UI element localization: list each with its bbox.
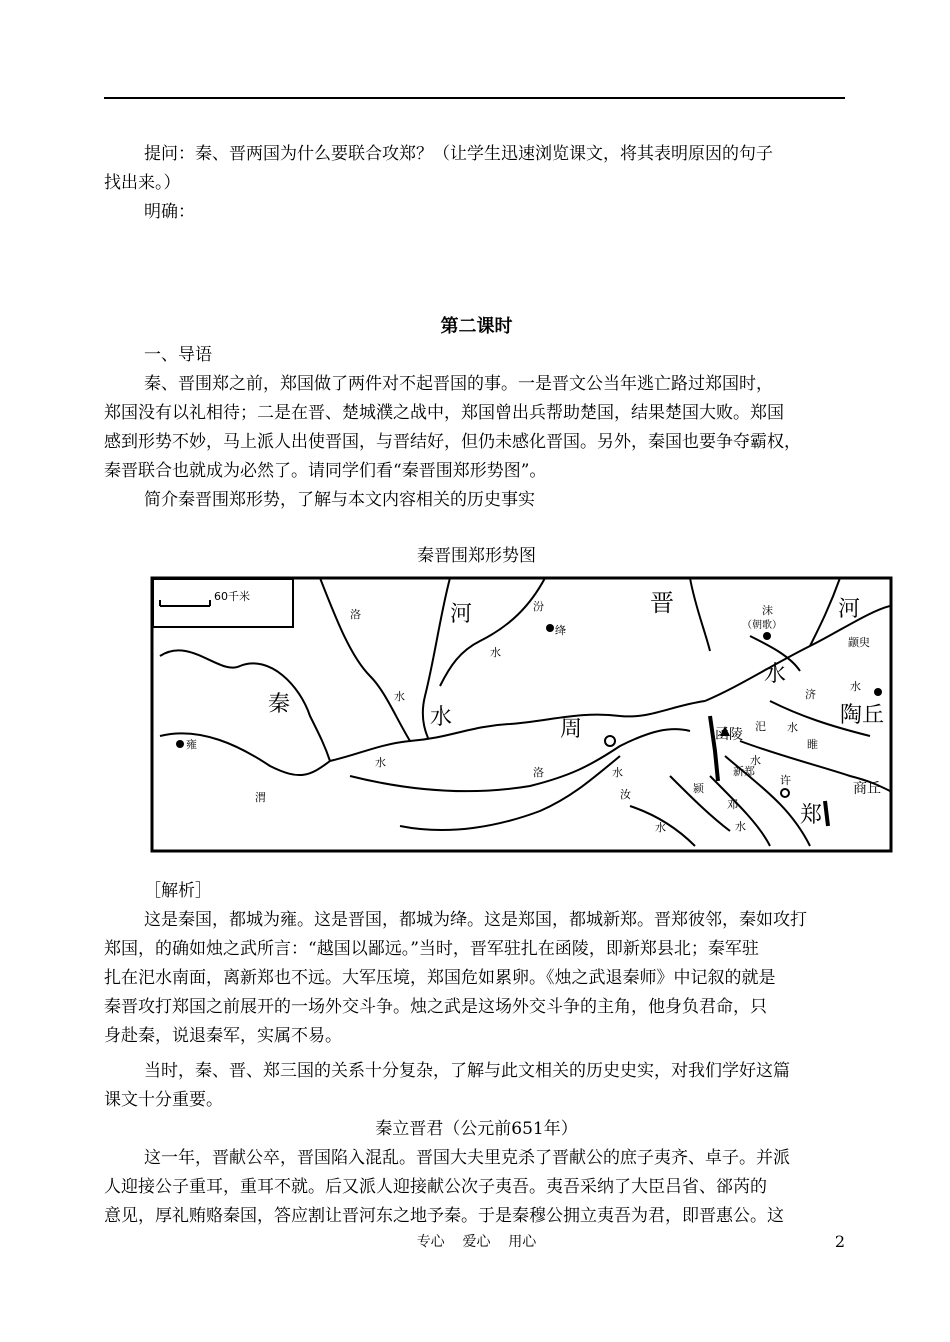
- label-xu: 许: [780, 774, 791, 787]
- analysis-line-3: 扎在汜水南面，离新郑也不远。大军压境，郑国危如累卵。《烛之武退秦师》中记叙的就是: [104, 968, 776, 988]
- label-si: 汜: [755, 720, 766, 733]
- clarify-label: 明确：: [144, 202, 195, 222]
- label-he-right: 河: [838, 597, 861, 622]
- label-ru: 汝: [620, 788, 631, 801]
- intro-line-1: 秦、晋围郑之前，郑国做了两件对不起晋国的事。一是晋文公当年逃亡路过郑国时，: [144, 374, 773, 394]
- label-shui-b: 水: [394, 690, 405, 703]
- label-shui-a: 水: [490, 646, 501, 659]
- intro-line-3: 感到形势不妙，马上派人出使晋国，与晋结好，但仍未感化晋国。另外，秦国也要争夺霸权，: [104, 432, 801, 452]
- historical-map: [150, 576, 893, 853]
- label-shui-c: 水: [375, 756, 386, 769]
- label-sui: 睢: [807, 738, 818, 751]
- intro-line-2: 郑国没有以礼相待；二是在晋、楚城濮之战中，郑国曾出兵帮助楚国，结果楚国大败。郑国: [104, 403, 784, 423]
- label-qin: 秦: [268, 692, 291, 717]
- question-line-1: 提问：秦、晋两国为什么要联合攻郑？（让学生迅速浏览课文，将其表明原因的句子: [144, 144, 773, 164]
- analysis-line-1: 这是秦国，都城为雍。这是晋国，都城为绛。这是郑国，都城新郑。晋郑彼邻，秦如攻打: [144, 910, 807, 930]
- label-shui-h: 水: [787, 721, 798, 734]
- analysis-line-4: 秦晋攻打郑国之前展开的一场外交斗争。烛之武是这场外交斗争的主角，他身负君命，只: [104, 997, 767, 1017]
- label-wei: 渭: [255, 791, 266, 804]
- scale-label: 60千米: [214, 590, 250, 603]
- page-number: 2: [834, 1232, 845, 1251]
- label-taoqiu: 陶丘: [840, 703, 885, 728]
- label-shangqiu: 商丘: [853, 781, 881, 797]
- label-ji-paren: （朝歌）: [742, 620, 782, 631]
- label-shui-g: 水: [850, 680, 861, 693]
- lesson-title: 第二课时: [440, 316, 513, 337]
- label-hanling: 函陵: [715, 727, 743, 743]
- label-shui-f: 水: [735, 820, 746, 833]
- label-shui-mid: 水: [430, 705, 453, 730]
- analysis-line-5: 身赴秦，说退秦军，实属不易。: [104, 1026, 342, 1046]
- relation-line-1: 当时，秦、晋、郑三国的关系十分复杂，了解与此文相关的历史史实，对我们学好这篇: [144, 1061, 790, 1081]
- label-ye: 邓: [727, 798, 738, 811]
- label-jin: 晋: [650, 589, 674, 617]
- label-xinzheng: 新郑: [733, 765, 755, 778]
- label-ji-top: 沫: [762, 604, 773, 617]
- analysis-line-2: 郑国，的确如烛之武所言：“越国以鄙远。”当时，晋军驻扎在函陵，即新郑县北；秦军驻: [104, 939, 759, 959]
- header-rule: [104, 97, 845, 99]
- label-yong: 雍: [186, 738, 197, 751]
- label-zheng: 郑: [800, 803, 823, 828]
- history-line-2: 人迎接公子重耳，重耳不就。后又派人迎接献公次子夷吾。夷吾采纳了大臣吕省、郤芮的: [104, 1177, 767, 1197]
- sub-title: 秦立晋君（公元前651年）: [375, 1119, 578, 1139]
- label-shui-right: 水: [764, 662, 787, 687]
- label-luo-2: 洛: [533, 766, 544, 779]
- analysis-label: ［解析］: [144, 881, 212, 901]
- footer-motto: 专心 爱心 用心: [416, 1234, 537, 1250]
- section-heading: 一、导语: [144, 345, 212, 365]
- label-shui-d: 水: [612, 766, 623, 779]
- intro-line-4: 秦晋联合也就成为必然了。请同学们看“秦晋围郑形势图”。: [104, 461, 547, 481]
- question-line-2: 找出来。）: [104, 173, 181, 193]
- label-shui-i: 水: [750, 754, 761, 767]
- label-jiang: 绛: [555, 624, 566, 637]
- label-zhou: 周: [560, 717, 583, 742]
- label-he-left: 河: [450, 602, 473, 627]
- label-ji-river: 济: [805, 688, 816, 701]
- relation-line-2: 课文十分重要。: [104, 1090, 223, 1110]
- history-line-1: 这一年，晋献公卒，晋国陷入混乱。晋国大夫里克杀了晋献公的庶子夷齐、卓子。并派: [144, 1148, 790, 1168]
- history-line-3: 意见，厚礼贿赂秦国，答应割让晋河东之地予秦。于是秦穆公拥立夷吾为君，即晋惠公。这: [104, 1206, 784, 1226]
- label-fen: 汾: [533, 600, 544, 613]
- intro-summary: 简介秦晋围郑形势，了解与本文内容相关的历史事实: [144, 490, 535, 510]
- label-shui-e: 水: [655, 821, 666, 834]
- label-luo-1: 洛: [350, 608, 361, 621]
- map-title: 秦晋围郑形势图: [417, 546, 536, 566]
- label-ying: 颍: [693, 782, 704, 795]
- label-zhuan: 颛臾: [848, 636, 870, 649]
